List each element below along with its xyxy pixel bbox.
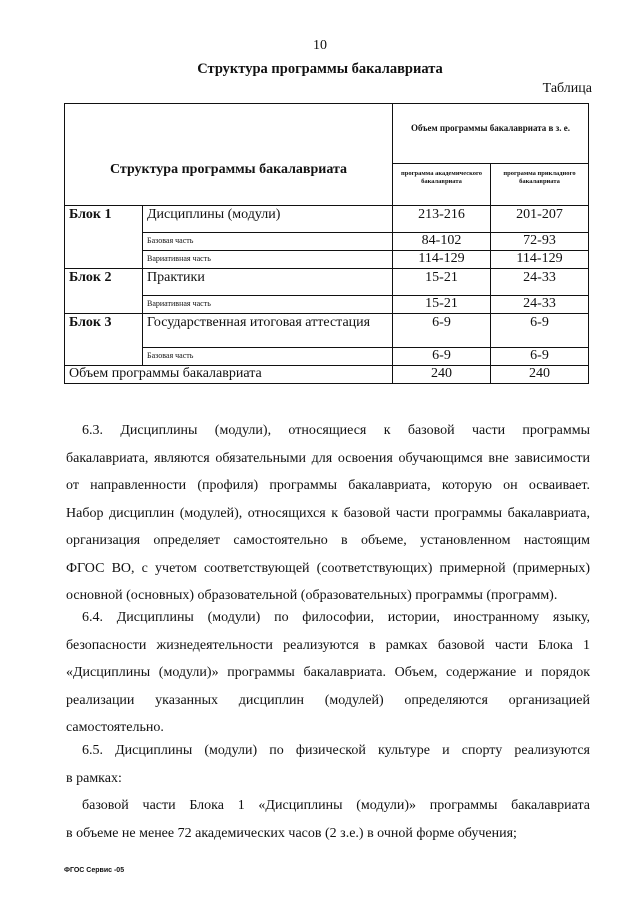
applied-value: 114-129 xyxy=(491,251,589,269)
table-row-total xyxy=(65,366,589,384)
text-line: базовой части Блока 1 «Дисциплины (модули)» программы бакалавриата xyxy=(82,798,590,813)
applied-value: 72-93 xyxy=(491,233,589,251)
table-row xyxy=(65,206,589,233)
academic-value: 6-9 xyxy=(393,314,491,348)
text-line: от направленности (профиля) программы бакалавриата, которую он осваивает. xyxy=(66,478,590,493)
academic-value: 213-216 xyxy=(393,206,491,233)
text-line: 6.3. Дисциплины (модули), относящиеся к базовой части программы xyxy=(82,423,590,438)
academic-value: 15-21 xyxy=(393,296,491,314)
applied-value: 24-33 xyxy=(491,269,589,296)
text-line: 6.5. Дисциплины (модули) по физической культуре и спорту реализуются xyxy=(82,743,590,758)
text-line: «Дисциплины (модули)» программы бакалавриата. Объем, содержание и порядок xyxy=(66,665,590,680)
table-row xyxy=(65,251,589,269)
academic-value: 15-21 xyxy=(393,269,491,296)
footer-text: ФГОС Сервис -05 xyxy=(64,867,125,874)
total-label: Объем программы бакалавриата xyxy=(65,366,393,384)
paragraph-6-5 xyxy=(66,737,590,792)
academic-value: 6-9 xyxy=(393,348,491,366)
table-row xyxy=(65,233,589,251)
paragraph-6-5-item xyxy=(66,792,590,847)
text-line: в объеме не менее 72 академических часов (2 з.е.) в очной форме обучения; xyxy=(66,825,517,841)
text-line: самостоятельно. xyxy=(66,720,164,735)
part-name: Базовая часть xyxy=(143,348,393,366)
text-line: безопасности жизнедеятельности реализуются в рамках базовой части Блока 1 xyxy=(66,637,590,653)
academic-value: 84-102 xyxy=(393,233,491,251)
part-name: Вариативная часть xyxy=(143,251,393,269)
text-line: организация определяет самостоятельно в объеме, установленном настоящим xyxy=(66,533,590,548)
applied-value: 240 xyxy=(491,366,589,384)
header-structure: Структура программы бакалавриата xyxy=(65,104,393,206)
table-row xyxy=(65,269,589,296)
text-line: основной (основных) образовательной (образовательных) программы (программ). xyxy=(66,588,558,603)
academic-value: 114-129 xyxy=(393,251,491,269)
block-name: Дисциплины (модули) xyxy=(143,206,393,233)
text-line: бакалавриата, являются обязательными для освоения обучающимся вне зависимости xyxy=(66,450,590,466)
part-name: Базовая часть xyxy=(143,233,393,251)
text-line: 6.4. Дисциплины (модули) по философии, истории, иностранному языку, xyxy=(82,610,590,625)
text-line: в рамках: xyxy=(66,770,122,786)
paragraph-6-3 xyxy=(66,417,590,610)
document-title: Структура программы бакалавриата xyxy=(197,61,443,77)
table-row xyxy=(65,314,589,348)
applied-value: 201-207 xyxy=(491,206,589,233)
text-line: Набор дисциплин (модулей), относящихся к базовой части программы бакалавриата, xyxy=(66,505,590,521)
text-line: реализации указанных дисциплин (модулей) определяются организацией xyxy=(66,692,590,708)
applied-value: 6-9 xyxy=(491,348,589,366)
applied-value: 24-33 xyxy=(491,296,589,314)
part-name: Вариативная часть xyxy=(143,296,393,314)
header-academic: программа академического бакалавриата xyxy=(393,164,491,206)
header-volume: Объем программы бакалавриата в з. е. xyxy=(393,104,589,164)
page-number: 10 xyxy=(313,38,327,53)
table-row xyxy=(65,296,589,314)
paragraph-6-4 xyxy=(66,604,590,742)
table-label: Таблица xyxy=(542,81,592,96)
block-label: Блок 3 xyxy=(65,314,143,348)
applied-value: 6-9 xyxy=(491,314,589,348)
structure-table xyxy=(64,103,589,384)
header-applied: программа прикладного бакалавриата xyxy=(491,164,589,206)
block-label: Блок 1 xyxy=(65,206,143,233)
academic-value: 240 xyxy=(393,366,491,384)
block-label: Блок 2 xyxy=(65,269,143,296)
block-name: Практики xyxy=(143,269,393,296)
table-row xyxy=(65,348,589,366)
block-name: Государственная итоговая аттестация xyxy=(143,314,393,348)
text-line: ФГОС ВО, с учетом соответствующей (соответствующих) примерной (примерных) xyxy=(66,560,590,576)
